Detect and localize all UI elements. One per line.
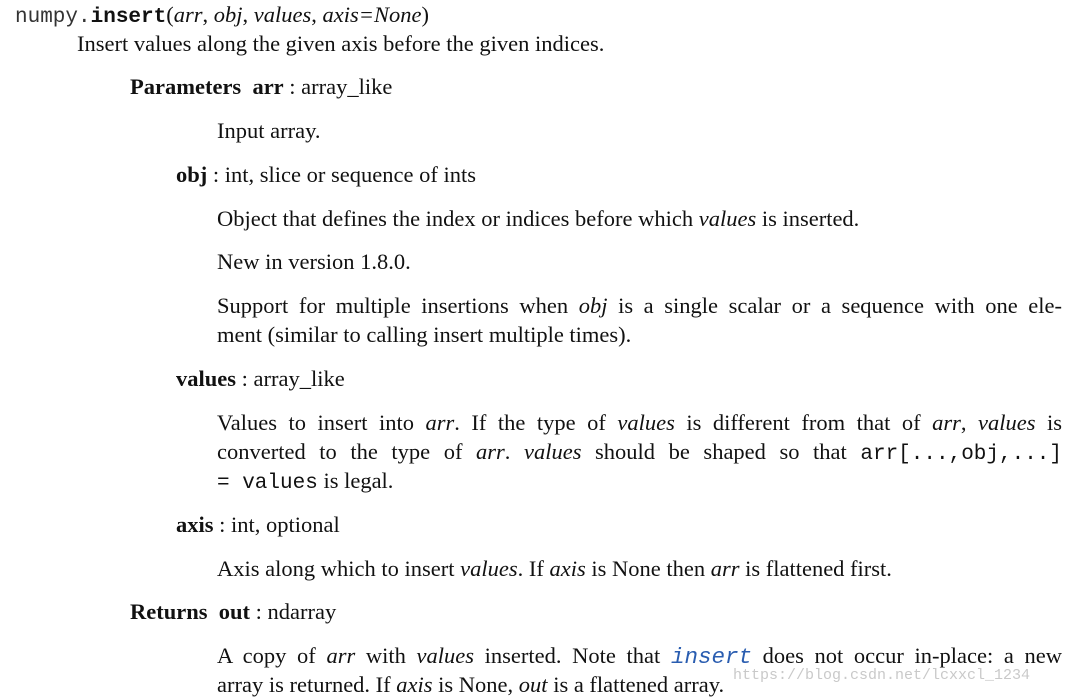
param-values-desc-line3: = values is legal. <box>217 468 394 495</box>
param-axis-row <box>176 514 340 537</box>
function-summary: Insert values along the given axis before the given indices. <box>77 31 605 56</box>
code-assign-values: = values <box>217 472 318 495</box>
return-out-type: : ndarray <box>250 599 337 624</box>
param-obj-name: obj <box>176 162 208 187</box>
param-obj-type: : int, slice or sequence of ints <box>207 162 476 187</box>
returns-heading-row <box>130 601 336 624</box>
param-obj-support-line2: ment (similar to calling insert multiple times). <box>217 322 632 347</box>
param-values-type: : array_like <box>236 366 345 391</box>
param-axis-desc: Axis along which to insert values. If axis is None then arr is flattened first. <box>217 556 892 581</box>
arg-arr: arr <box>173 2 203 27</box>
param-values-desc-line2: converted to the type of arr. values should be shaped so that arr[...,obj,...] <box>217 439 1063 466</box>
arg-obj: obj <box>213 2 243 27</box>
param-values-name: values <box>176 366 237 391</box>
param-values-row <box>176 368 345 391</box>
returns-desc-line1: A copy of arr with values inserted. Note that insert does not occur in-place: a new <box>217 643 1062 670</box>
param-axis-name: axis <box>176 512 214 537</box>
param-obj-desc: Object that defines the index or indices before which values is inserted. <box>217 206 860 231</box>
param-arr-desc: Input array. <box>217 118 321 143</box>
param-obj-version-note: New in version 1.8.0. <box>217 249 411 274</box>
arg-axis: axis=None <box>322 2 422 27</box>
watermark: https://blog.csdn.net/lcxxcl_1234 <box>733 667 1031 684</box>
param-values-desc-line1: Values to insert into arr. If the type of values is different from that of arr, values is <box>217 410 1062 435</box>
function-name: insert <box>90 6 167 29</box>
arg-values: values <box>253 2 312 27</box>
module-name: numpy. <box>15 6 91 29</box>
param-arr-name: arr <box>252 74 284 99</box>
param-arr-type: : array_like <box>283 74 393 99</box>
returns-desc-line2: array is returned. If axis is None, out is a flattened array. <box>217 672 725 697</box>
param-obj-support-line1: Support for multiple insertions when obj is a single scalar or a sequence with one ele- <box>217 293 1063 318</box>
param-obj-row <box>176 164 476 187</box>
insert-link[interactable]: insert <box>670 644 752 670</box>
parameters-heading: Parameters <box>130 74 242 99</box>
function-signature: numpy.insert(arr, obj, values, axis=None) <box>15 2 429 29</box>
param-axis-type: : int, optional <box>213 512 340 537</box>
returns-heading: Returns <box>130 599 208 624</box>
code-arr-index: arr[...,obj,...] <box>860 443 1063 466</box>
return-out-name: out <box>218 599 251 624</box>
parameters-heading-row <box>130 76 392 99</box>
